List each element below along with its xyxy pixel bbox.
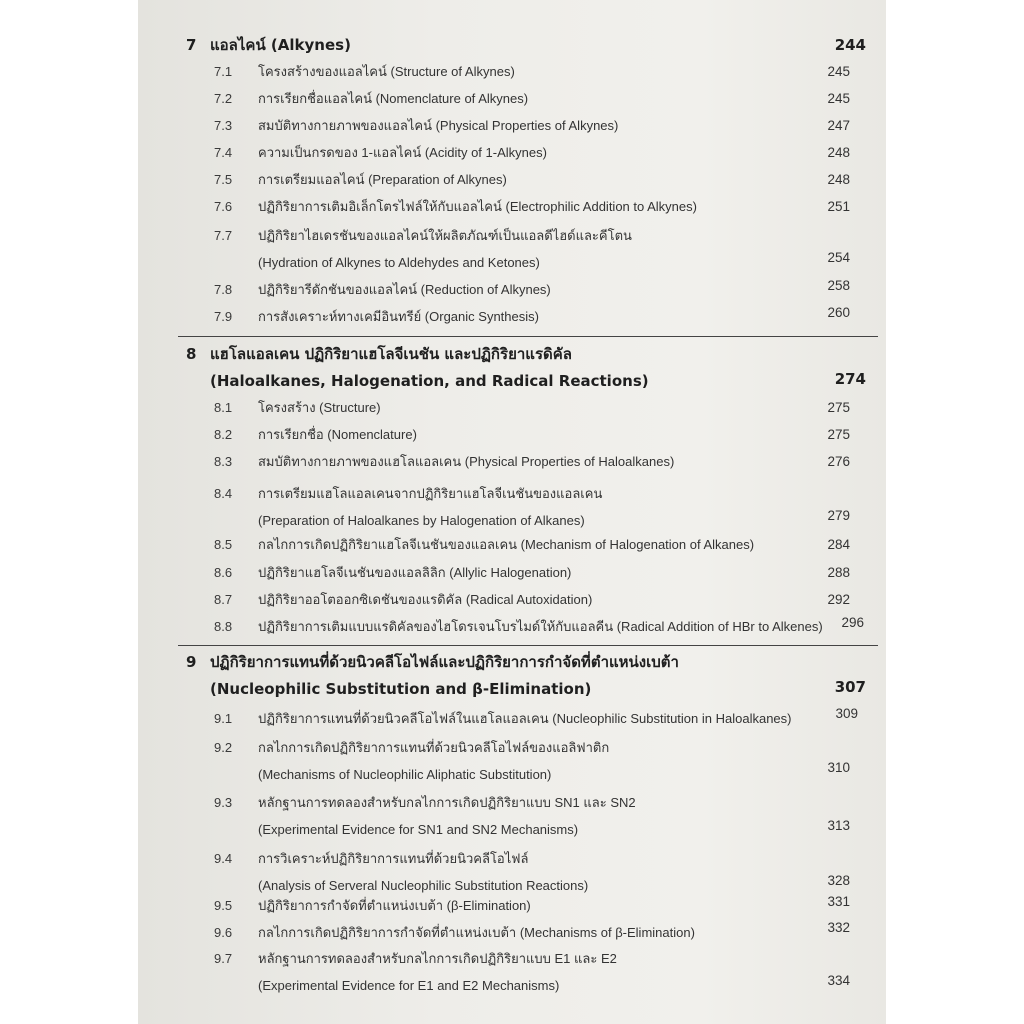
section-title-english: (Mechanisms of Nucleophilic Aliphatic Substitution) xyxy=(258,767,552,782)
section-page: 288 xyxy=(827,565,850,580)
section-title: การเตรียมแฮโลแอลเคนจากปฏิกิริยาแฮโลจีเนชันของแอลเคน xyxy=(258,486,603,501)
section-number: 8.3 xyxy=(214,454,233,469)
section-number: 8.1 xyxy=(214,400,233,415)
chapter-number: 9 xyxy=(186,653,197,671)
section-page: 276 xyxy=(827,454,850,469)
section-number: 7.3 xyxy=(214,118,233,133)
section-page: 331 xyxy=(827,894,850,909)
toc-entry xyxy=(206,59,876,85)
section-number: 8.2 xyxy=(214,427,233,442)
divider xyxy=(178,645,878,646)
section-page: 292 xyxy=(827,592,850,607)
toc-entry xyxy=(206,86,876,112)
section-title-english: (Analysis of Serveral Nucleophilic Substitution Reactions) xyxy=(258,878,589,893)
section-page: 258 xyxy=(827,278,850,293)
section-number: 8.4 xyxy=(214,486,233,501)
section-number: 7.6 xyxy=(214,199,233,214)
section-title: ปฏิกิริยาการเติมแบบแรดิคัลของไฮโดรเจนโบรไมด์ให้กับแอลคีน (Radical Addition of HBr to Alkenes) xyxy=(258,619,823,634)
section-page: 251 xyxy=(827,199,850,214)
section-title: การสังเคราะห์ทางเคมีอินทรีย์ (Organic Synthesis) xyxy=(258,309,539,324)
toc-entry xyxy=(206,167,876,193)
section-number: 7.7 xyxy=(214,228,233,243)
section-title: สมบัติทางกายภาพของแฮโลแอลเคน (Physical Properties of Haloalkanes) xyxy=(258,454,675,469)
section-page: 313 xyxy=(827,818,850,833)
section-number: 9.4 xyxy=(214,851,233,866)
section-number: 7.1 xyxy=(214,64,233,79)
section-page: 310 xyxy=(827,760,850,775)
chapter-number: 7 xyxy=(186,36,197,54)
section-page: 245 xyxy=(827,91,850,106)
chapter-title: ปฏิกิริยาการแทนที่ด้วยนิวคลีโอไฟล์และปฏิกิริยาการกำจัดที่ตำแหน่งเบต้า xyxy=(210,653,679,671)
section-title: หลักฐานการทดลองสำหรับกลไกการเกิดปฏิกิริยาแบบ SN1 และ SN2 xyxy=(258,795,636,810)
section-number: 9.2 xyxy=(214,740,233,755)
section-page: 248 xyxy=(827,172,850,187)
section-number: 9.1 xyxy=(214,711,233,726)
section-number: 7.2 xyxy=(214,91,233,106)
section-title-english: (Hydration of Alkynes to Aldehydes and Ketones) xyxy=(258,255,540,270)
section-title: กลไกการเกิดปฏิกิริยาการกำจัดที่ตำแหน่งเบต้า (Mechanisms of β-Elimination) xyxy=(258,925,695,940)
section-number: 8.8 xyxy=(214,619,233,634)
section-page: 328 xyxy=(827,873,850,888)
background-left xyxy=(0,0,138,1024)
toc-entry xyxy=(206,846,876,893)
section-number: 7.8 xyxy=(214,282,233,297)
section-title: ปฏิกิริยารีดักชันของแอลไคน์ (Reduction of Alkynes) xyxy=(258,282,551,297)
section-number: 9.7 xyxy=(214,951,233,966)
section-page: 334 xyxy=(827,973,850,988)
section-page: 248 xyxy=(827,145,850,160)
toc-entry xyxy=(206,532,876,558)
section-page: 275 xyxy=(827,427,850,442)
section-number: 7.5 xyxy=(214,172,233,187)
section-title: ปฏิกิริยาการกำจัดที่ตำแหน่งเบต้า (β-Elimination) xyxy=(258,898,531,913)
section-title: หลักฐานการทดลองสำหรับกลไกการเกิดปฏิกิริยาแบบ E1 และ E2 xyxy=(258,951,617,966)
section-title: สมบัติทางกายภาพของแอลไคน์ (Physical Properties of Alkynes) xyxy=(258,118,619,133)
toc-entry xyxy=(206,706,876,732)
section-page: 296 xyxy=(841,615,864,630)
chapter-title-english: (Nucleophilic Substitution and β-Elimination) xyxy=(210,680,592,698)
toc-entry xyxy=(206,304,876,330)
chapter-page: 307 xyxy=(834,678,866,696)
section-title-english: (Preparation of Haloalkanes by Halogenation of Alkanes) xyxy=(258,513,585,528)
section-page: 260 xyxy=(827,305,850,320)
section-title: การเรียกชื่อ (Nomenclature) xyxy=(258,427,417,442)
toc-entry xyxy=(206,614,876,640)
toc-entry xyxy=(206,790,876,837)
section-title: กลไกการเกิดปฏิกิริยาแฮโลจีเนชันของแอลเคน (Mechanism of Halogenation of Alkanes) xyxy=(258,537,755,552)
section-number: 8.6 xyxy=(214,565,233,580)
book-page xyxy=(138,0,886,1024)
section-page: 245 xyxy=(827,64,850,79)
chapter-title: แฮโลแอลเคน ปฏิกิริยาแฮโลจีเนชัน และปฏิกิริยาแรดิคัล xyxy=(210,345,572,363)
toc-entry xyxy=(206,449,876,475)
chapter-number: 8 xyxy=(186,345,197,363)
section-number: 9.5 xyxy=(214,898,233,913)
section-title-english: (Experimental Evidence for E1 and E2 Mechanisms) xyxy=(258,978,560,993)
section-title: โครงสร้างของแอลไคน์ (Structure of Alkynes) xyxy=(258,64,515,79)
chapter-page: 244 xyxy=(834,36,866,54)
section-page: 275 xyxy=(827,400,850,415)
toc-entry xyxy=(206,560,876,586)
toc-entry xyxy=(206,893,876,919)
section-title-english: (Experimental Evidence for SN1 and SN2 Mechanisms) xyxy=(258,822,579,837)
section-title: ปฏิกิริยาแฮโลจีเนชันของแอลลิลิก (Allylic Halogenation) xyxy=(258,565,572,580)
background-right xyxy=(886,0,1024,1024)
toc-entry xyxy=(206,140,876,166)
section-title: ปฏิกิริยาการแทนที่ด้วยนิวคลีโอไฟล์ในแฮโลแอลเคน (Nucleophilic Substitution in Haloalkanes) xyxy=(258,711,792,726)
chapter-page: 274 xyxy=(834,370,866,388)
section-number: 7.9 xyxy=(214,309,233,324)
chapter-title-english: (Haloalkanes, Halogenation, and Radical Reactions) xyxy=(210,372,649,390)
section-title: ปฏิกิริยาการเติมอิเล็กโตรไฟล์ให้กับแอลไคน์ (Electrophilic Addition to Alkynes) xyxy=(258,199,697,214)
section-page: 309 xyxy=(835,706,858,721)
section-page: 254 xyxy=(827,250,850,265)
section-page: 332 xyxy=(827,920,850,935)
chapter-title: แอลไคน์ (Alkynes) xyxy=(210,36,351,54)
section-title: ปฏิกิริยาออโตออกซิเดชันของแรดิคัล (Radical Autoxidation) xyxy=(258,592,593,607)
section-number: 8.7 xyxy=(214,592,233,607)
toc-entry xyxy=(206,946,876,993)
toc-entry xyxy=(206,223,876,270)
toc-entry xyxy=(206,735,876,782)
toc-entry xyxy=(206,395,876,421)
toc-entry xyxy=(206,587,876,613)
section-title: โครงสร้าง (Structure) xyxy=(258,400,381,415)
section-title: ปฏิกิริยาไฮเดรชันของแอลไคน์ให้ผลิตภัณฑ์เป็นแอลดีไฮด์และคีโตน xyxy=(258,228,632,243)
section-title: ความเป็นกรดของ 1-แอลไคน์ (Acidity of 1-Alkynes) xyxy=(258,145,547,160)
toc-entry xyxy=(206,277,876,303)
section-number: 7.4 xyxy=(214,145,233,160)
toc-entry xyxy=(206,920,876,946)
toc-entry xyxy=(206,422,876,448)
section-title: การวิเคราะห์ปฏิกิริยาการแทนที่ด้วยนิวคลีโอไฟล์ xyxy=(258,851,529,866)
toc-entry xyxy=(206,481,876,528)
section-title: การเตรียมแอลไคน์ (Preparation of Alkynes) xyxy=(258,172,507,187)
section-number: 9.6 xyxy=(214,925,233,940)
toc-entry xyxy=(206,113,876,139)
section-page: 279 xyxy=(827,508,850,523)
section-title: การเรียกชื่อแอลไคน์ (Nomenclature of Alkynes) xyxy=(258,91,529,106)
section-title: กลไกการเกิดปฏิกิริยาการแทนที่ด้วยนิวคลีโอไฟล์ของแอลิฟาติก xyxy=(258,740,610,755)
section-number: 9.3 xyxy=(214,795,233,810)
section-page: 284 xyxy=(827,537,850,552)
section-page: 247 xyxy=(827,118,850,133)
section-number: 8.5 xyxy=(214,537,233,552)
divider xyxy=(178,336,878,337)
toc-entry xyxy=(206,194,876,220)
